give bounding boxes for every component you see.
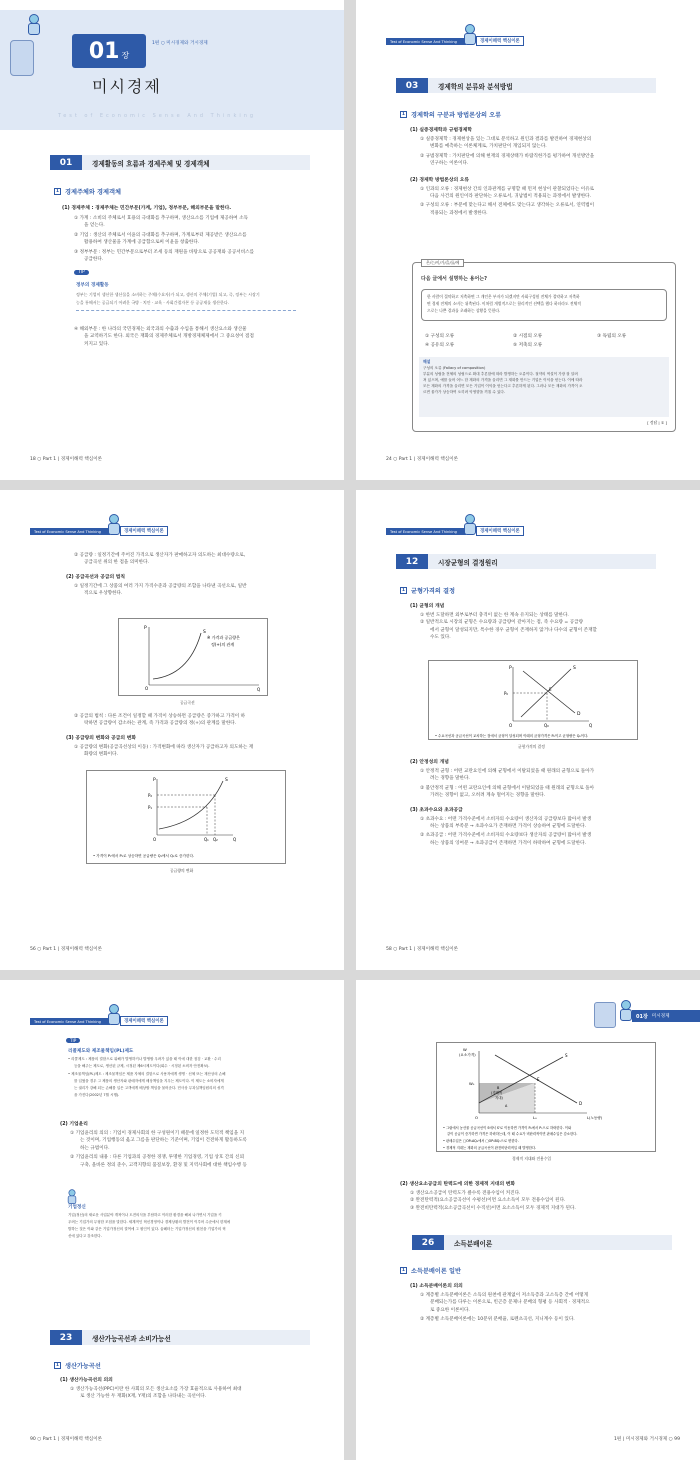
l0-label: L₀ <box>533 1115 537 1120</box>
chart-note: 정(+)의 관계 <box>211 642 235 647</box>
figure-caption: 균형가격의 결정 <box>518 744 545 749</box>
demand-label: D <box>579 1101 583 1106</box>
x-axis-label: Q <box>233 837 237 842</box>
text-line: ① 인과의 오류 : 경제현상 간의 인과관계를 규명할 때 먼저 현상이 관찰되었다는 이유로 <box>420 186 595 192</box>
section-header-12 <box>396 554 656 569</box>
option-4[interactable]: ④ 공유의 오류 <box>425 343 455 348</box>
passage-line: 면 경제 전체의 소비는 위축된다. 이처럼 개별적으로는 합리적인 선택을 했다 하더라도 전체적 <box>427 301 581 306</box>
subsection-marker: 1 <box>55 189 60 194</box>
text-line: ③ 완전비탄력적(요소공급곡선이 수직선)이면 요소소득이 모두 경제적 지대가 된다. <box>410 1205 576 1211</box>
subsection-title <box>400 110 501 119</box>
item-heading: (1) 실증경제학과 규범경제학 <box>410 128 473 133</box>
mascot-illustration <box>26 14 42 36</box>
text-line: ① 한번 도달하면 외부로부터 충격이 없는 한 계속 유지되는 상태를 말한다. <box>420 613 569 618</box>
question-title: 다음 글에서 설명하는 용어는? <box>421 276 488 282</box>
economic-rent-figure <box>436 1042 656 1152</box>
area-a-label: A <box>505 1104 508 1108</box>
tip-line: • 리콜제도 : 제품의 결함으로 위해가 발생하거나 발생할 우려가 있을 때 이에 대한 점검 · 교환 · 수리 <box>68 1057 221 1061</box>
supply-change-figure <box>86 770 286 864</box>
section-title: 경제학의 분류와 분석방법 <box>438 82 513 91</box>
section-number: 23 <box>50 1330 82 1345</box>
item-heading: (3) 초과수요와 초과공급 <box>410 807 463 813</box>
subsection-label: 균형가격의 결정 <box>411 588 455 595</box>
body-text <box>66 713 336 759</box>
tip-line: 등을 해주는 제도로, 생산된 규제, 시정된 제6시제도이다(회수 · 시정된 소비자 안전확보). <box>74 1064 210 1068</box>
text-line: 하는 규범이다. <box>80 1145 110 1151</box>
text-line: 구축, 올바른 정의 준수, 고객지향의 품질보장, 환경 및 지역사회에 대한 책임수행 등 <box>80 1162 247 1168</box>
chart-note: • 가격이 P₁에서 P₂로 상승하면 공급량은 Q₁에서 Q₂로 증가한다. <box>93 854 195 858</box>
text-line: ② 공급의 법칙 : 다른 조건이 일정할 때 가격이 상승하면 공급량은 증가하고 가격이 하 <box>74 714 246 719</box>
text-line: ① 공급량의 변화(공급곡선상의 이동) : 가격변화에 따라 생산자가 공급하고자 의도하는 재 <box>74 744 254 750</box>
equilibrium-label: E <box>549 687 552 692</box>
demand-line <box>523 671 575 713</box>
page-footer: 56 ○ Part 1 | 경제이해력 핵심이론 <box>30 947 103 952</box>
text-line: ② 계층별 소득분배이론에는 10분위 분배율, 로렌츠곡선, 지니계수 등이 있다. <box>420 1317 575 1323</box>
text-line: 는 것이며, 기업행동의 옳고 그름을 판단하는 기준이며, 기업이 건전하게 활동하도록 <box>80 1138 247 1144</box>
illustration-person <box>594 1002 616 1028</box>
body-text <box>66 552 326 598</box>
chapter-number: 01 <box>88 38 120 64</box>
text-line: 에서 균형이 달성되지만, 특수한 경우 균형이 존재하지 않거나 다수의 균형이 존재할 <box>430 627 597 633</box>
text-line: ④ 해외부문 : 한 나라의 국민경제는 외국과의 수출과 수입을 통해서 생산요소와 생산물 <box>74 327 247 332</box>
tip-underline <box>76 310 296 311</box>
item-heading: (1) 균형의 개념 <box>410 604 445 609</box>
item-heading: (2) 안정성의 개념 <box>410 760 449 765</box>
equilibrium-label: E <box>537 1077 540 1082</box>
subsection-title <box>54 187 121 196</box>
chapter-tag-name: 미시경제 <box>651 1014 670 1019</box>
text-line: ① 안정적 균형 : 어떤 교란요인에 의해 균형에서 이탈되었을 때 원래의 균형으로 돌아가 <box>420 769 595 774</box>
item-heading: (2) 생산요소공급의 탄력도에 의한 경제적 지대의 변화 <box>400 1182 516 1187</box>
curve-label: S <box>225 778 228 783</box>
body-text <box>400 1180 680 1212</box>
supply-change-chart <box>87 771 287 865</box>
item-heading: (2) 경제학 방법론상의 오류 <box>410 177 470 183</box>
supply-curve-chart <box>119 619 269 697</box>
tip-mascot-icon <box>66 1189 77 1204</box>
text-line: 수도 있다. <box>430 635 451 641</box>
page-footer: 18 ○ Part 1 | 경제이해력 핵심이론 <box>30 457 103 462</box>
tip-box <box>70 270 310 320</box>
subsection-label: 소득분배이론 일반 <box>411 1268 461 1275</box>
text-line: 락하면 공급량이 감소하는 관계, 즉 가격과 공급량의 정(+)의 관계를 말한다. <box>84 721 237 727</box>
tip-label: TIP <box>74 270 89 275</box>
header-bar: Test of Economic Sense And Thinking <box>30 528 110 535</box>
body-text <box>60 1120 336 1169</box>
y-axis-unit: (요소가격) <box>459 1053 476 1057</box>
equilibrium-figure <box>428 660 638 740</box>
text-line: 적용되는 과정에서 발생한다. <box>430 210 488 216</box>
chart-note: 같이 공급이 증가하면 가격은 하락하는데, 이 때 수요가 비탄력적이면 판매수입은 감소한다. <box>447 1132 578 1136</box>
item-heading: (2) 기업윤리 <box>60 1122 88 1127</box>
body-text <box>74 326 314 348</box>
text-line: 커지고 있다. <box>84 341 110 347</box>
chapter-suffix: 장 <box>121 50 130 60</box>
text-line: 화량의 변화이다. <box>84 752 118 758</box>
tip-box <box>64 1190 324 1246</box>
text-line: 분배되는가를 다루는 이론으로, 빈곤층 문제나 분배의 형평 등 사회적 · 경제적으 <box>430 1300 590 1306</box>
text-line: 하는 상품의 부족분 → 초과수요가 존재하면 가격이 상승하여 균형에 도달한다. <box>430 824 587 830</box>
subsection-title <box>400 1266 461 1275</box>
item-heading: (1) 소득분배이론의 의의 <box>410 1284 463 1289</box>
option-1[interactable]: ① 구성의 오류 <box>425 334 455 339</box>
supply-curve <box>159 781 223 829</box>
supply-label: S <box>573 666 576 671</box>
y-axis-label: P <box>144 626 147 631</box>
y-axis-label: P <box>509 666 512 671</box>
subsection-marker: 1 <box>401 588 406 593</box>
figure-caption: 공급량의 변화 <box>170 868 194 873</box>
tip-line: 는 권리가 강해 되는 손해를 입은 고객에게 배상할 책임을 물어준다. 민사상 무과실책임원리의 성격 <box>74 1086 224 1090</box>
curve-label: S <box>203 630 206 635</box>
header-bar: Test of Economic Sense And Thinking <box>30 1018 110 1025</box>
tip-line: 우려는 기업가의 무형한 모험을 말한다. 세계적인 혁신경영이나 경제상황의 발전이 이루어 수준에서 한계에 <box>68 1220 231 1224</box>
origin-label: O <box>153 837 157 842</box>
tip-title: 리콜제도와 제조물책임(PL)제도 <box>68 1049 134 1054</box>
p1-label: P₁ <box>148 805 153 810</box>
y-axis-label: W <box>463 1047 467 1052</box>
equilibrium-chart <box>429 661 639 741</box>
area-b-label: B <box>497 1086 500 1090</box>
figure-caption: 경제적 지대와 전용수입 <box>512 1156 552 1161</box>
text-line: 가려는 경향이 없고, 오히려 계속 멀어지는 경향을 말한다. <box>430 793 546 799</box>
question-passage <box>421 289 667 321</box>
tip-title: 정부의 경제활동 <box>76 283 109 288</box>
text-line: ② 일반적으로 시장의 균형은 수요량과 공급량이 같아지는 점, 즉 수요량 = 공급량 <box>420 620 584 626</box>
explanation-line: 부분의 성립을 전체의 성립으로 확대 추론함에 따라 발생하는 오류이다. 절약의 역설이 가장 잘 알려 <box>423 372 578 376</box>
subsection-label: 경제주체와 경제객체 <box>65 189 121 196</box>
y-axis-label: P <box>153 778 156 783</box>
x-axis-label: L(노동량) <box>587 1116 603 1120</box>
page-99 <box>356 980 700 1460</box>
explanation-line: 르면 물가가 상승하여 오히려 악영향을 끼칠 수 있다. <box>423 390 506 394</box>
page-58 <box>356 490 700 970</box>
section-number: 03 <box>396 78 428 93</box>
origin-label: O <box>475 1115 478 1120</box>
text-line: 로 생산 가능한 두 재화(X재, Y재)의 조합을 나타내는 곡선이다. <box>80 1394 207 1400</box>
area-b-text: (경제적 <box>491 1091 503 1095</box>
item-heading: (3) 공급량의 변화와 공급의 변화 <box>66 735 137 741</box>
text-line: 연구하는 이론이다. <box>430 161 469 167</box>
explanation-box <box>419 357 669 417</box>
tip-line: 발하는 것은 이와 같은 기업가정신의 결여에 그 원인이 있다. 슘페터는 기업가정신의 원천을 기업가의 혁 <box>68 1227 226 1231</box>
text-line: ② 기업 : 생산의 주체로서 이윤의 극대화를 추구하며, 가계로부터 제공받은 생산요소를 <box>74 232 247 238</box>
supply-label: S <box>565 1053 568 1058</box>
chapter-title: 미시경제 <box>92 77 162 96</box>
figure-caption: 공급곡선 <box>180 700 195 705</box>
q2-label: Q₂ <box>213 837 218 842</box>
chart-note: • 경제적 지대는 재화의 공급곡선이 완전비탄력적일 때 발생한다. <box>443 1146 537 1150</box>
text-line: ② 기업윤리의 내용 : 다른 기업과의 공정한 경쟁, 투명한 기업경영, 기업 상호 간의 신뢰 <box>70 1155 245 1161</box>
explanation-label: 해설 <box>423 359 431 364</box>
page-footer: 58 ○ Part 1 | 경제이해력 핵심이론 <box>386 947 459 952</box>
header-tag: 경제이해력 핵심이론 <box>120 1016 168 1026</box>
text-line: ① 가계 : 소비의 주체로서 효용의 극대화를 추구하며, 생산요소를 기업에 제공하여 소득 <box>74 216 249 221</box>
tip-line: 정부는 기업이 생산한 생산물을 소비하는 주체(수요자)가 되고, 생산의 주체(기업) 되고, 즉, 정부는 시장기 <box>76 292 260 297</box>
tip-box <box>64 1038 324 1112</box>
chart-note: ※ 가격과 공급량은 <box>207 635 240 640</box>
text-line: 로 중요한 이론이다. <box>430 1307 470 1313</box>
text-line: 공급한다. <box>84 257 104 263</box>
text-line: ① 초과수요 : 어떤 가격수준에서 소비자의 수요량이 생산자의 공급량보다 많아서 발생 <box>420 816 592 822</box>
page-footer: 1편 | 미시경제와 거시경제 ○ 99 <box>613 1437 680 1442</box>
text-line: 다음 사건의 원인이라 판단하는 오류로서, 귀납법이 적용되는 과정에서 발생한다. <box>430 194 592 200</box>
header-tag: 경제이해력 핵심이론 <box>120 526 168 536</box>
text-line: ③ 정부부문 : 정부는 민간부문으로부터 조세 등의 재원을 바탕으로 공공재와 공공서비스를 <box>74 249 255 255</box>
text-line: ① 일정기간에 그 상품의 여러 가지 가격수준과 공급량의 조합을 나타낸 곡선으로, 일반 <box>74 583 247 589</box>
demand-label: D <box>577 712 581 717</box>
tip-title: 기업정신 <box>68 1205 86 1210</box>
page-56 <box>0 490 344 970</box>
text-line: ① 생산요소공급이 탄력도가 클수록 전용수입이 커진다. <box>410 1191 521 1196</box>
p2-label: P₂ <box>148 793 153 798</box>
explanation-line: 져 있으며, 예를 들어 어느 한 재화의 가격을 올리면 그 재화를 만드는 기업은 이익을 얻는다. 이에 따라 <box>423 378 583 382</box>
subsection-title <box>400 586 455 595</box>
text-line: ① 실증경제학 : 경제현상을 있는 그대로 분석하고 원인과 결과를 발견하여 경제현상의 <box>420 137 592 142</box>
answer-label: [ 정답 | ① ] <box>647 420 667 425</box>
body-text <box>410 1282 690 1324</box>
explanation-line: 모든 재화의 가격을 올리면 모든 기업이 이익을 얻는다고 추론하게 된다. 그러나 모든 재화의 가격이 오 <box>423 384 583 388</box>
passage-line: 으로는 나쁜 결과를 초래하는 상황을 뜻한다. <box>427 308 501 313</box>
section-title: 생산가능곡선과 소비가능선 <box>92 1334 171 1343</box>
explanation-line: 구성의 오류 (Fallacy of composition) <box>423 366 486 370</box>
text-line: 려는 경향을 말한다. <box>430 776 470 782</box>
origin-label: O <box>509 723 513 728</box>
text-line: ② 규범경제학 : 가치판단에 의해 현재의 경제상태가 바람직한가를 평가하여 개선방안을 <box>420 153 595 159</box>
supply-curve <box>153 633 201 679</box>
p0-label: P₀ <box>504 691 509 696</box>
option-5[interactable]: ⑤ 저축의 오류 <box>513 343 543 348</box>
chapter-badge <box>72 34 146 68</box>
section-header-23 <box>50 1330 310 1345</box>
text-line: ② 공급량 : 일정기간에 주어진 가격으로 생산자가 판매하고자 의도하는 최대수량으로, <box>74 553 246 558</box>
subsection-title <box>54 1361 101 1370</box>
item-heading: (1) 생산가능곡선의 의의 <box>60 1378 113 1383</box>
text-line: 활용하여 생산물을 가계에 공급함으로써 이윤을 창출한다. <box>84 240 200 246</box>
tip-line: 능을 통해서는 공급되기 어려운 국방 · 치안 · 교육 · 사회간접자본 등 공공재를 생산한다. <box>76 300 229 305</box>
item-heading: (2) 공급곡선과 공급의 법칙 <box>66 574 126 580</box>
subsection-marker: 1 <box>55 1363 60 1368</box>
page-90 <box>0 980 344 1460</box>
text-line: ② 초과공급 : 어떤 가격수준에서 소비자의 수요량보다 생산자의 공급량이 많아서 발생 <box>420 833 592 839</box>
header-tag: 경제이해력 핵심이론 <box>476 36 524 46</box>
text-line: ① 계층별 소득분배이론은 소득의 원천에 관계없이 저소득층과 고소득층 간에 어떻게 <box>420 1293 589 1298</box>
section-number: 12 <box>396 554 428 569</box>
origin-label: O <box>145 686 149 691</box>
text-line: ② 완전탄력적(요소공급곡선이 수평선)이면 요소소득이 모두 전용수입이 된다. <box>410 1198 566 1204</box>
chapter-tag-number: 01장 <box>636 1013 648 1020</box>
section-title: 소득분배이론 <box>454 1239 493 1248</box>
body-text <box>62 204 312 263</box>
tip-line: • 제조물책임(PL)제도 : 제조물책임은 제품 자체의 결함으로 사용자에게 생명 · 신체 또는 재산상의 손해 <box>68 1072 226 1076</box>
text-line: ① 생산가능곡선(PPC)이란 한 사회의 모든 생산요소를 가장 효율적으로 사용하여 최대 <box>70 1387 242 1392</box>
section-header-03 <box>396 78 656 93</box>
text-line: ② 불안정적 균형 : 어떤 교란요인에 의해 균형에서 이탈되었을 때 원래의 균형으로 돌아 <box>420 785 595 791</box>
text-line: ② 구성의 오류 : 부분에 맞는다고 해서 전체에도 맞는다고 생각하는 오류로서, 연역법이 <box>420 203 595 209</box>
page-18 <box>0 0 344 480</box>
option-3[interactable]: ③ 독립의 오류 <box>597 334 627 339</box>
question-box <box>412 262 676 432</box>
economic-rent-chart <box>437 1043 657 1153</box>
breadcrumb: 1편 ○ 미시경제와 거시경제 <box>152 41 208 46</box>
text-line: ① 기업윤리의 의의 : 기업이 경제사회의 한 구성원이기 때문에 일정한 도덕적 책임을 지 <box>70 1131 245 1136</box>
tip-label: TIP <box>66 1038 80 1043</box>
header-tag: 경제이해력 핵심이론 <box>476 526 524 536</box>
question-tag: 은/는/이/가/을/를/에 <box>421 259 464 267</box>
section-number: 01 <box>50 155 82 170</box>
item-heading: (1) 경제주체 : 경제주체는 민간부문(가계, 기업), 정부부문, 해외부문을 말한다. <box>62 206 232 211</box>
x-axis-label: Q <box>257 687 261 692</box>
q0-label: Q₀ <box>544 723 549 728</box>
text-line: 을 얻는다. <box>84 223 105 229</box>
chart-note: • 판매수입은 □OP₀AQ₀에서 □OP₁BQ₁으로 변한다. <box>443 1139 519 1143</box>
body-text <box>410 602 685 642</box>
header-bar: Test of Economic Sense And Thinking <box>386 38 466 45</box>
chart-note: • 그림에서 농산물 공급곡선이 S에서 S'로 이동하면 가격이 P₀에서 P₁으로 하락한다. 이와 <box>443 1126 572 1130</box>
area-b-text: 지대) <box>495 1096 503 1100</box>
page-footer: 90 ○ Part 1 | 경제이해력 핵심이론 <box>30 1437 103 1442</box>
chapter-header-band <box>0 10 344 130</box>
text-line: 적으로 우상향한다. <box>84 591 123 597</box>
x-axis-label: Q <box>589 723 593 728</box>
q1-label: Q₁ <box>204 837 209 842</box>
section-header-01 <box>50 155 310 170</box>
text-line: 을 교역하기도 한다. 외국은 재화의 경제주체로서 개방경제체제에서 그 중요성이 점점 <box>84 334 254 340</box>
header-bar: Test of Economic Sense And Thinking <box>386 528 466 535</box>
body-text <box>60 1376 336 1401</box>
body-text <box>410 126 680 217</box>
section-header-26 <box>412 1235 672 1250</box>
body-text <box>410 758 690 847</box>
passage-line: 한 사람이 절약하고 저축하면 그 개인은 부자가 되겠지만 사회구성원 전체가 절약하고 저축하 <box>427 294 580 299</box>
page-footer: 24 ○ Part 1 | 경제이해력 핵심이론 <box>386 457 459 462</box>
text-line: 하는 상품의 잉여분 → 초과공급이 존재하면 가격이 하락하여 균형에 도달한다. <box>430 840 587 846</box>
illustration-person <box>10 40 34 76</box>
section-title: 경제활동의 흐름과 경제주체 및 경제객체 <box>92 159 210 168</box>
subsection-label: 생산가능곡선 <box>65 1363 101 1370</box>
tip-line: 를 입혔을 경우 그 제품의 생산자와 판매자에게 배상책임을 지우는 제도이다. 이 제도는 소비자에게 <box>74 1079 224 1083</box>
section-title: 시장균형의 결정원리 <box>438 558 498 567</box>
page-24 <box>356 0 700 480</box>
option-2[interactable]: ② 시점의 오류 <box>513 334 543 339</box>
supply-curve-figure <box>118 618 268 696</box>
chart-note: • 수요곡선과 공급곡선이 교차하는 점에서 균형이 달성되며 이때의 균형가격은 P₀이고 균형량은 Q₀이다. <box>435 734 589 738</box>
text-line: 변화를 예측하는 이론체계로, 가치판단이 개입되지 않는다. <box>430 144 547 150</box>
chapter-tag <box>632 1010 700 1022</box>
subsection-marker: 1 <box>401 112 406 117</box>
tip-line: 을 가진다(2002년 7월 시행). <box>74 1093 120 1097</box>
tip-line: 신에 있다고 강조한다. <box>68 1234 102 1238</box>
subsection-label: 경제학의 구분과 방법론상의 오류 <box>411 112 502 119</box>
section-number: 26 <box>412 1235 444 1250</box>
chapter-title-subtext: Test of Economic Sense And Thinking <box>58 113 257 119</box>
w0-label: W₀ <box>469 1081 475 1086</box>
tip-line: 기업(정신)의 새로운 사업분야 개척이나 도전의식을 부담하고 이러한 환경을 해쳐 나가면서 기업을 키 <box>68 1213 222 1217</box>
text-line: 공급곡선 위의 한 점을 의미한다. <box>84 560 149 566</box>
subsection-marker: 1 <box>401 1268 406 1273</box>
